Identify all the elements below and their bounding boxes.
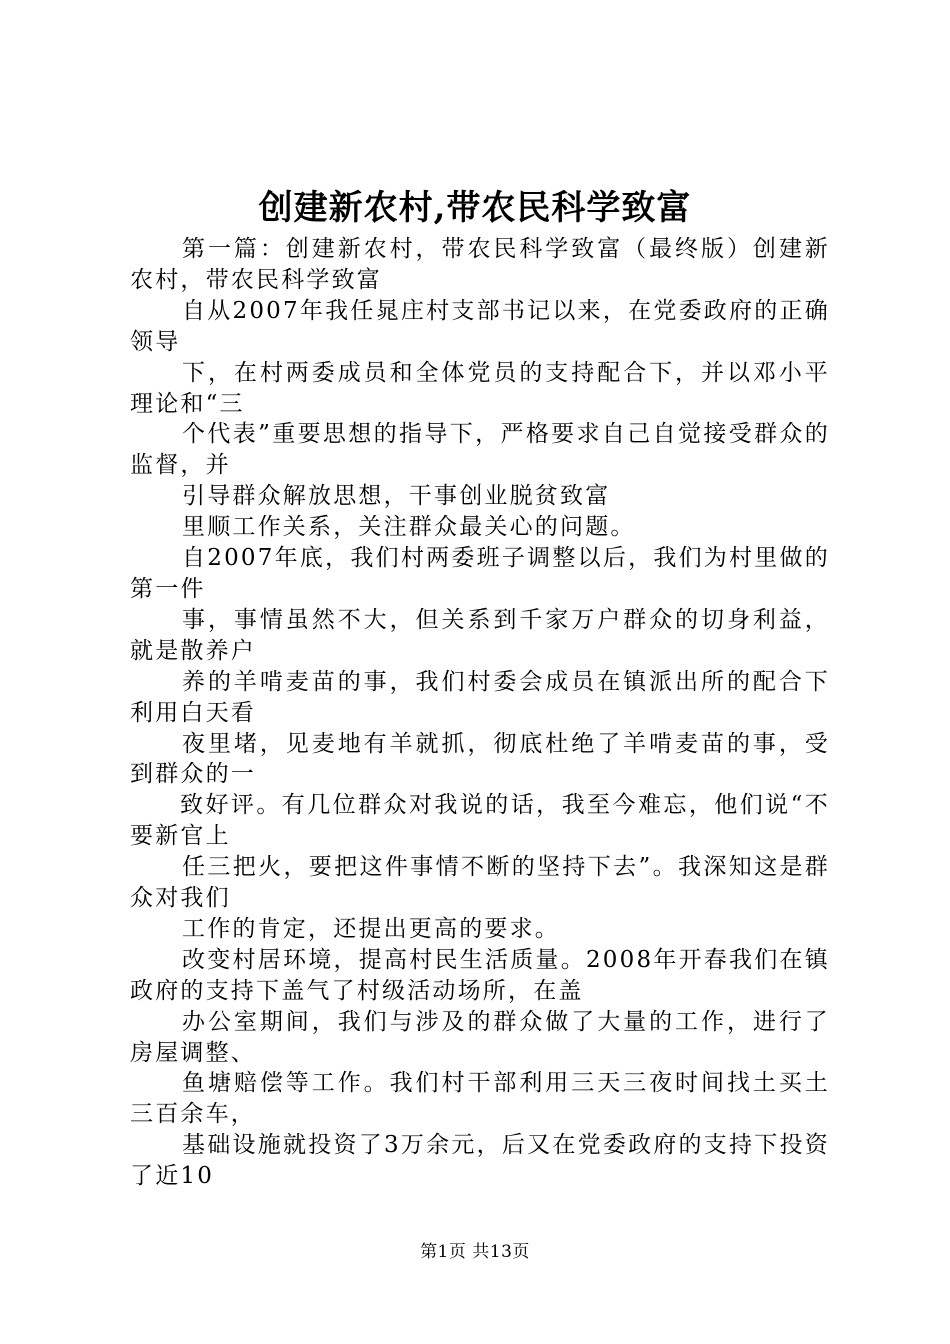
- page-number-footer: 第1页 共13页: [420, 1242, 530, 1262]
- paragraph-10: 夜里堵，见麦地有羊就抓，彻底杜绝了羊啃麦苗的事，受到群众的一: [130, 730, 830, 788]
- paragraph-15: 办公室期间，我们与涉及的群众做了大量的工作，进行了房屋调整、: [130, 1008, 830, 1066]
- document-body: [130, 234, 830, 1192]
- paragraph-11: 致好评。有几位群众对我说的话，我至今难忘，他们说“不要新官上: [130, 792, 830, 850]
- paragraph-2: 自从2007年我任晁庄村支部书记以来，在党委政府的正确领导: [130, 297, 830, 355]
- paragraph-5: 引导群众解放思想，干事创业脱贫致富: [182, 483, 611, 510]
- paragraph-16: 鱼塘赔偿等工作。我们村干部利用三天三夜时间找土买土三百余车，: [130, 1070, 830, 1128]
- paragraph-4: 个代表”重要思想的指导下，严格要求自己自觉接受群众的监督，并: [130, 421, 830, 479]
- paragraph-14: 改变村居环境，提高村民生活质量。2008年开春我们在镇政府的支持下盖气了村级活动场所，在盖: [130, 946, 830, 1004]
- paragraph-1: 第一篇：创建新农村，带农民科学致富（最终版）创建新农村，带农民科学致富: [130, 236, 830, 293]
- paragraph-6: 里顺工作关系，关注群众最关心的问题。: [182, 514, 636, 541]
- paragraph-12: 任三把火，要把这件事情不断的坚持下去”。我深知这是群众对我们: [130, 854, 830, 912]
- paragraph-9: 养的羊啃麦苗的事，我们村委会成员在镇派出所的配合下利用白天看: [130, 668, 830, 726]
- paragraph-3: 下，在村两委成员和全体党员的支持配合下，并以邓小平理论和“三: [130, 359, 830, 417]
- paragraph-13: 工作的肯定，还提出更高的要求。: [182, 915, 560, 942]
- paragraph-7: 自2007年底，我们村两委班子调整以后，我们为村里做的第一件: [130, 545, 830, 602]
- paragraph-17: 基础设施就投资了3万余元，后又在党委政府的支持下投资了近10: [130, 1132, 830, 1190]
- paragraph-8: 事，事情虽然不大，但关系到千家万户群众的切身利益，就是散养户: [130, 606, 830, 664]
- document-title: 创建新农村,带农民科学致富: [258, 188, 692, 228]
